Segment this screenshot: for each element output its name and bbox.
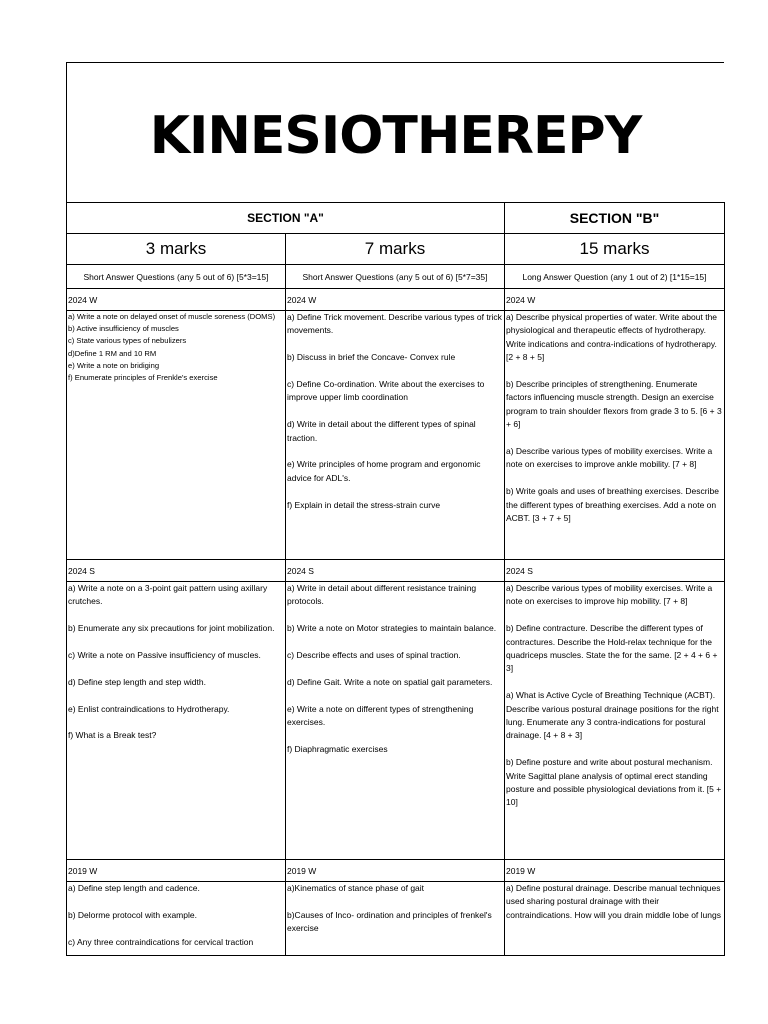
question-item: b) Delorme protocol with example. — [68, 909, 197, 920]
question-table — [66, 202, 725, 956]
question-item: f) What is a Break test? — [68, 730, 157, 741]
question-item: a) Define postural drainage. Describe manual techniques used sharing postural drainage with their contraindications. How will you drain middle lobe of lungs — [506, 883, 721, 920]
question-item: a)Kinematics of stance phase of gait — [287, 883, 425, 893]
question-type-15: Long Answer Question (any 1 out of 2) [1*15=15] — [505, 265, 725, 289]
question-item: c) Describe effects and uses of spinal traction. — [287, 650, 461, 660]
question-item: d) Write in detail about the different types of spinal traction. — [287, 419, 476, 443]
term-label: 2019 W — [286, 860, 505, 882]
questions-15-marks — [505, 582, 725, 860]
term-label: 2024 S — [286, 560, 505, 582]
question-item: e) Enlist contraindications to Hydrotherapy. — [68, 703, 230, 714]
term-label: 2024 S — [505, 560, 725, 582]
question-item: b) Enumerate any six precautions for joint mobilization. — [68, 623, 275, 634]
question-item: e) Write a note on different types of strengthening exercises. — [287, 703, 474, 727]
question-item: a) Write a note on a 3-point gait pattern using axillary crutches. — [68, 583, 268, 607]
question-item: e) Write principles of home program and ergonomic advice for ADL's. — [287, 459, 481, 483]
questions-3-marks — [67, 582, 286, 860]
question-item: a) Write a note on delayed onset of muscle soreness (DOMS) — [68, 312, 276, 321]
title-box — [66, 62, 724, 202]
questions-7-marks — [286, 582, 505, 860]
section-a-header: SECTION "A" — [67, 203, 505, 234]
question-item: b) Write goals and uses of breathing exercises. Describe the different types of breathing exercises. Add a note on ACBT. [3 + 7 + 5] — [506, 486, 719, 524]
question-item: f) Explain in detail the stress-strain curve — [287, 499, 441, 510]
question-type-3: Short Answer Questions (any 5 out of 6) [5*3=15] — [67, 265, 286, 289]
question-item: d)Define 1 RM and 10 RM — [68, 348, 157, 358]
questions-15-marks — [505, 882, 725, 956]
term-label: 2024 W — [286, 289, 505, 311]
question-item: b) Define contracture. Describe the different types of contractures. Describe the Hold-relax technique for the quadriceps muscles. State the for the same. [2 + 4 + 6 + 3] — [506, 623, 718, 674]
question-item: c) State various types of nebulizers — [68, 336, 187, 346]
question-item: a) Describe physical properties of water. Write about the physiological and therapeutic effects of hydrotherapy. Write indications and contra-indications of hydrotherapy. [2 + 8 + 5] — [506, 312, 718, 363]
marks-15-header: 15 marks — [505, 234, 725, 265]
question-item: f) Enumerate principles of Frenkle's exercise — [68, 373, 218, 383]
marks-7-header: 7 marks — [286, 234, 505, 265]
question-item: a) Describe various types of mobility exercises. Write a note on exercises to improve ankle mobility. [7 + 8] — [506, 446, 713, 470]
question-item: b) Define posture and write about postural mechanism. Write Sagittal plane analysis of optimal erect standing posture and possible physiological deviations from it. [5 + 10] — [506, 757, 722, 808]
question-item: a) What is Active Cycle of Breathing Technique (ACBT). Describe various postural drainage positions for the right lung. Enumerate any 3 contra-indications for postural drainage. [4 + 8 + 3] — [506, 690, 719, 741]
question-item: c) Any three contraindications for cervical traction — [68, 936, 254, 947]
question-item: b) Write a note on Motor strategies to maintain balance. — [287, 623, 497, 634]
question-item: e) Write a note on bridiging — [68, 360, 160, 370]
question-item: d) Define Gait. Write a note on spatial gait parameters. — [287, 676, 493, 687]
question-item: a) Define step length and cadence. — [68, 883, 200, 893]
term-label: 2024 W — [505, 289, 725, 311]
question-type-7: Short Answer Questions (any 5 out of 6) [5*7=35] — [286, 265, 505, 289]
question-item: b) Discuss in brief the Concave- Convex rule — [287, 352, 456, 363]
questions-15-marks — [505, 311, 725, 560]
question-item: d) Define step length and step width. — [68, 676, 206, 687]
term-label: 2019 W — [505, 860, 725, 882]
question-item: c) Define Co-ordination. Write about the exercises to improve upper limb coordination — [287, 379, 485, 403]
questions-7-marks — [286, 882, 505, 956]
question-item: a) Write in detail about different resistance training protocols. — [287, 583, 477, 607]
marks-3-header: 3 marks — [67, 234, 286, 265]
questions-7-marks — [286, 311, 505, 560]
question-item: a) Define Trick movement. Describe various types of trick movements. — [287, 312, 502, 336]
term-label: 2019 W — [67, 860, 286, 882]
question-item: a) Describe various types of mobility exercises. Write a note on exercises to improve hip mobility. [7 + 8] — [506, 583, 713, 607]
questions-3-marks — [67, 311, 286, 560]
question-item: b)Causes of Inco- ordination and principles of frenkel's exercise — [287, 909, 492, 934]
term-label: 2024 S — [67, 560, 286, 582]
question-sheet — [66, 62, 724, 956]
question-item: c) Write a note on Passive insufficiency of muscles. — [68, 650, 261, 660]
term-label: 2024 W — [67, 289, 286, 311]
section-b-header: SECTION "B" — [505, 203, 725, 234]
question-item: b) Active insufficiency of muscles — [68, 324, 179, 334]
page-title: KINESIOTHEREPY — [149, 105, 642, 166]
questions-3-marks — [67, 882, 286, 956]
question-item: f) Diaphragmatic exercises — [287, 743, 388, 754]
question-item: b) Describe principles of strengthening. Enumerate factors influencing muscle strength. Design an exercise program to train shoulder flexors from grade 3 to 5. [6 + 3 + 6] — [506, 379, 722, 430]
